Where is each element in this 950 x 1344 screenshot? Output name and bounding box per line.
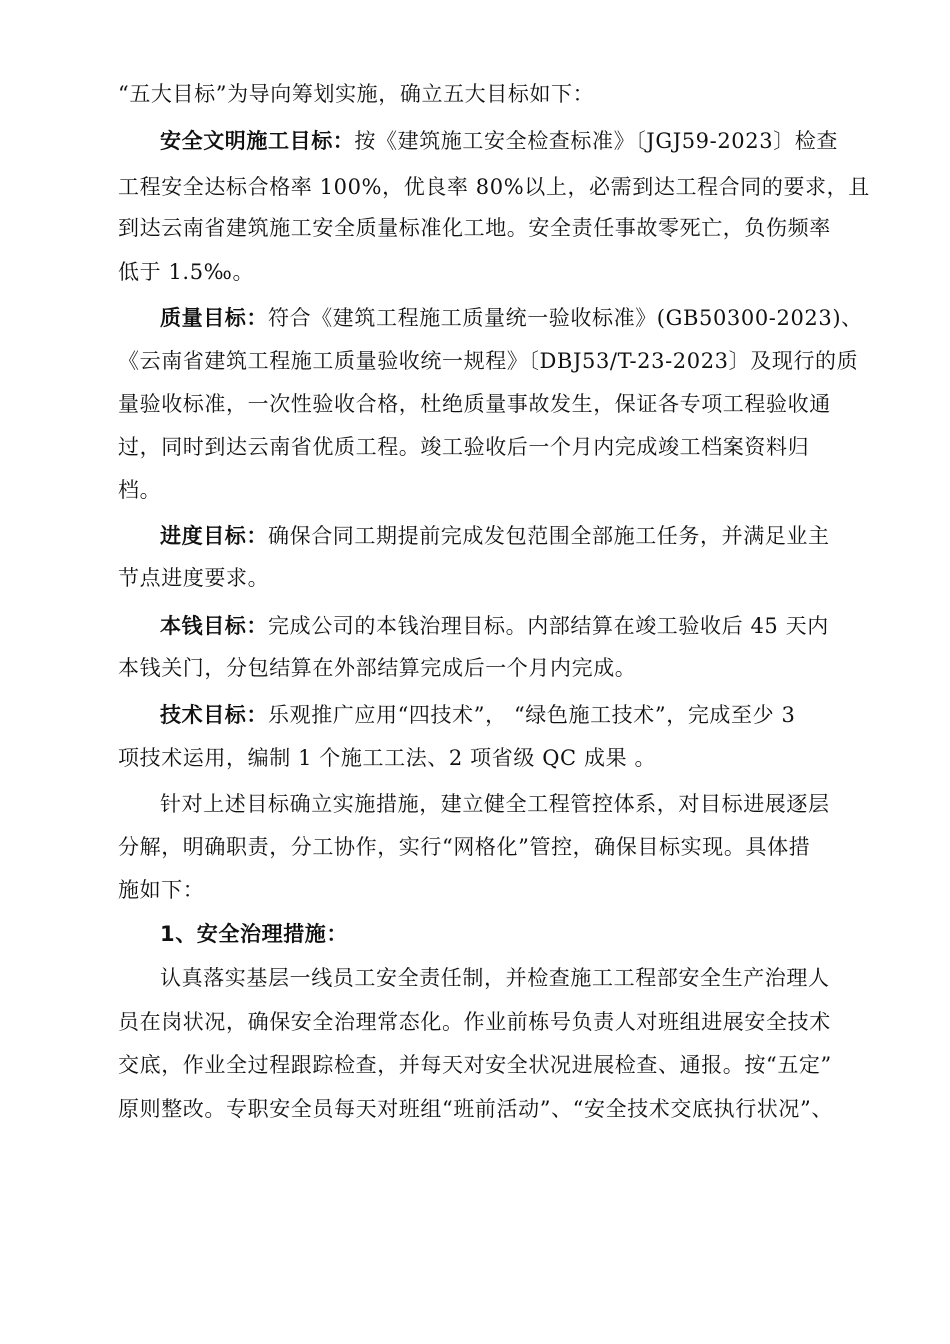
- text-line: 符合《建筑工程施工质量统一验收标准》(GB50300-2023)、: [268, 306, 863, 330]
- text-line: 《云南省建筑工程施工质量验收统一规程》〔DBJ53/T-23-2023〕及现行的质: [118, 349, 859, 373]
- heading-paragraph-schedule: [160, 521, 830, 551]
- text-line: 分解，明确职责，分工协作，实行“网格化”管控，确保目标实现。具体措: [118, 835, 811, 859]
- text-line: 针对上述目标确立实施措施，建立健全工程管控体系，对目标进展逐层: [160, 792, 830, 816]
- text-line: 节点进度要求。: [118, 566, 270, 590]
- text-line: 量验收标准，一次性验收合格，杜绝质量事故发生，保证各专项工程验收通: [118, 392, 831, 416]
- text-line: 员在岗状况，确保安全治理常态化。作业前栋号负责人对班组进展安全技术: [118, 1010, 831, 1034]
- text-line: 本钱关门，分包结算在外部结算完成后一个月内完成。: [118, 656, 637, 680]
- text-line: 过，同时到达云南省优质工程。竣工验收后一个月内完成竣工档案资料归: [118, 435, 810, 459]
- text-line: 按《建筑施工安全检查标准》〔JGJ59-2023〕检查: [354, 129, 838, 153]
- text-line: 确保合同工期提前完成发包范围全部施工任务，并满足业主: [268, 524, 830, 548]
- text-line: 原则整改。专职安全员每天对班组“班前活动”、“安全技术交底执行状况”、: [118, 1097, 833, 1121]
- heading-paragraph-tech: [160, 700, 795, 730]
- text-line: 认真落实基层一线员工安全责任制，并检查施工工程部安全生产治理人: [160, 966, 830, 990]
- text-line: 施如下：: [118, 878, 205, 902]
- text-line: 项技术运用，编制 1 个施工工法、2 项省级 QC 成果 。: [118, 746, 657, 770]
- text-line: 乐观推广应用“四技术”， “绿色施工技术”，完成至少 3: [268, 703, 796, 727]
- section-heading: [160, 919, 348, 949]
- heading-paragraph-safety: [160, 126, 838, 156]
- text-line: 档。: [118, 478, 162, 502]
- text-line: 低于 1.5‰。: [118, 260, 255, 284]
- text-line: 完成公司的本钱治理目标。内部结算在竣工验收后 45 天内: [268, 614, 829, 638]
- heading-tech: 技术目标：: [160, 703, 268, 727]
- heading-quality: 质量目标：: [160, 306, 268, 330]
- heading-paragraph-cost: [160, 611, 829, 641]
- heading-safety: 安全文明施工目标：: [160, 129, 355, 153]
- heading-schedule: 进度目标：: [160, 524, 268, 548]
- heading-cost: 本钱目标：: [160, 614, 268, 638]
- heading-paragraph-quality: [160, 303, 863, 333]
- text-line: 工程安全达标合格率 100%，优良率 80%以上，必需到达工程合同的要求，且: [118, 175, 870, 199]
- text-line: 交底，作业全过程跟踪检查，并每天对安全状况进展检查、通报。按“五定”: [118, 1053, 832, 1077]
- text-line: 到达云南省建筑施工安全质量标准化工地。安全责任事故零死亡，负伤频率: [118, 216, 831, 240]
- text-line: “五大目标”为导向筹划实施，确立五大目标如下：: [118, 82, 595, 106]
- heading-safety-measures: 1、安全治理措施：: [160, 922, 349, 946]
